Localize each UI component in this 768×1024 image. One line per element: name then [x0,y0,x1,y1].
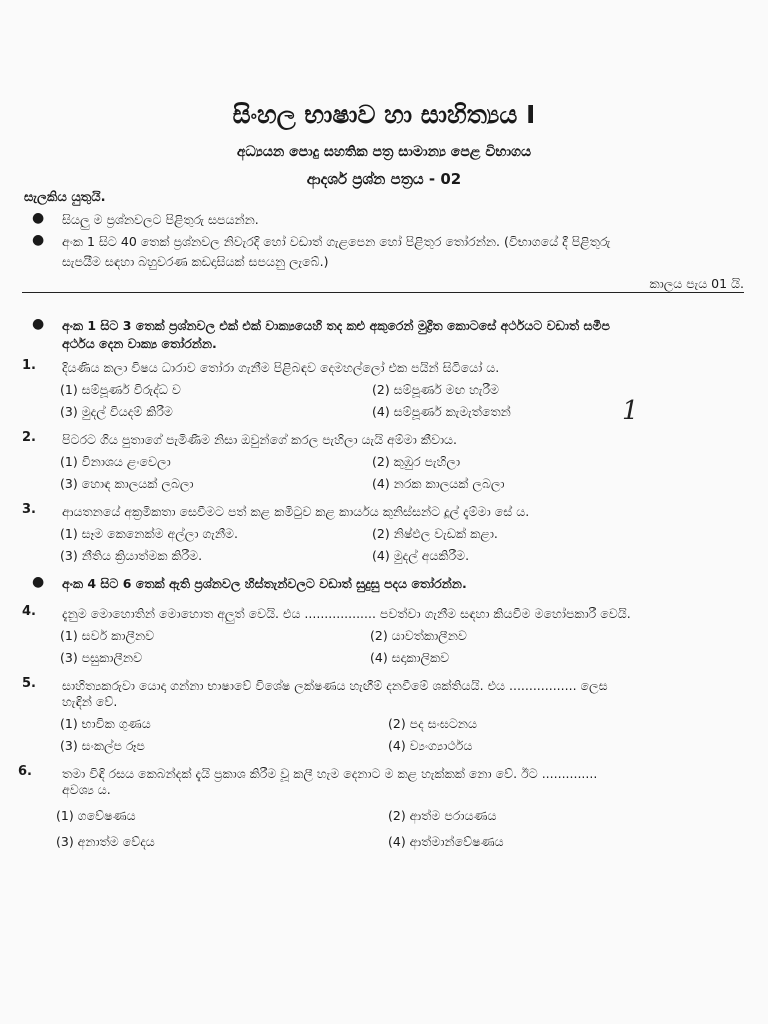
question-text: තමා විඳි රසය කෙබන්දක් දැයි ප්‍රකාශ කිරීම වූ කලී හැම දෙනාට ම කළ හැක්කක් නො වේ. ඊට .............. [62,766,598,781]
option: (1) භාවික ගුණය [60,716,151,731]
option: (2) කුඹුර පැහිලා [372,454,461,469]
option: (3) සංකල්ප රූප [60,738,145,753]
question-text: ආයතනයේ අක්‍රමිකතා සෙවීමට පත් කළ කමිටුව කළ කාර්යය කුනිස්සන්ට දූල් දැම්මා සේ ය. [62,504,530,519]
option: (2) සම්පූර්ණ මඟ හැරීම [372,382,500,397]
section-instruction: අංක 4 සිට 6 තෙක් ඇති ප්‍රශ්නවල හිස්තැන්වලට වඩාත් සුදුසු පදය තෝරන්න. [62,576,467,591]
bullet-icon: ● [32,232,45,248]
option: (2) පද සංඝටනය [388,716,477,731]
paper-name: ආදර්ශ ප්‍රශ්න පත්‍රය - 02 [306,170,462,188]
option: (3) නීතිය ක්‍රියාත්මක කිරීම. [60,548,203,563]
question-number: 1. [22,358,36,373]
question-text: දියණිය කලා විෂය ධාරාව තෝරා ගැනීම පිළිබඳව දෙමහල්ලෝ එක පයින් සිටියෝ ය. [62,360,500,375]
bullet-icon: ● [32,210,45,226]
section-instruction: අංක 1 සිට 3 තෙක් ප්‍රශ්නවල එක් එක් වාක්‍යයෙහි තද කළු අකුරෙන් මුද්‍රිත කොටසේ අර්ථයට වඩාත් සමීප [62,318,610,333]
question-number: 2. [22,430,36,445]
question-number: 3. [22,502,36,517]
option: (4) සදාකාලිකව [370,650,450,665]
option: (3) මුදල් වියදම් කිරීම [60,404,173,419]
question-number: 4. [22,604,36,619]
option: (4) ආත්මාන්වේෂණය [388,834,504,849]
option: (2) නිෂ්ඵල වැඩක් කළා. [372,526,498,541]
instruction-item: අංක 1 සිට 40 තෙක් ප්‍රශ්නවල නිවැරදි හෝ වඩාත් ගැළපෙන හෝ පිළිතුර තෝරන්න. (විභාගයේ දී පිළිතුරු [62,234,611,249]
instructions-heading: සැලකිය යුතුයි. [24,190,106,205]
exam-subtitle: අධ්‍යයන පොදු සහතික පත්‍ර සාමාන්‍ය පෙළ විභාගය [236,144,532,160]
option: (4) මුදල් අයකිරීම. [372,548,470,563]
option: (3) අනාත්ම වේදය [56,834,155,849]
bullet-icon: ● [32,574,45,590]
page-title: සිංහල භාෂාව හා සාහිත්‍යය I [232,100,536,129]
handwritten-answer-mark: 1 [622,396,639,426]
option: (4) නරක කාලයක් ලබලා [372,476,505,491]
question-text: දැනුම මොහොතින් මොහොත අලුත් වෙයි. එය .................. පවත්වා ගැනීම සඳහා කියවීම මහෝපකාරී වෙයි. [62,606,631,621]
question-text: සාහිත්‍යකරුවා යොදා ගන්නා භාෂාවේ විශේෂ ලක්ෂණය හැඟීම් දනවීමේ ශක්තියයි. එය ................. ලෙස [62,678,608,693]
option: (1) සෑම කෙනෙක්ම අල්ලා ගැනීම. [60,526,238,541]
option: (1) විනාශය ළංවෙලා [60,454,171,469]
section-instruction: අර්ථය දෙන වාක්‍ය තෝරන්න. [62,336,217,351]
option: (1) සර්ව කාලීනව [60,628,155,643]
instruction-item: සියලු ම ප්‍රශ්නවලට පිළිතුරු සපයන්න. [62,212,259,227]
option: (2) යාවත්කාලීනව [370,628,467,643]
question-text: පිටරට ගිය පුතාගේ පැමිණීම නිසා ඔවුන්ගේ කරල පැහිලා යැයි අම්මා කීවාය. [62,432,458,447]
question-text: හැඳින් වේ. [62,694,118,709]
divider [22,292,744,293]
option: (3) හොඳ කාලයක් ලබලා [60,476,194,491]
instruction-item: සැපයීම සඳහා බහුවරණ කඩදාසියක් සපයනු ලැබේ.) [62,254,329,269]
question-number: 5. [22,676,36,691]
question-text: අවශ්‍ය ය. [62,782,111,797]
bullet-icon: ● [32,316,45,332]
option: (2) ආත්ම පරායණය [388,808,497,823]
option: (3) පසුකාලීනව [60,650,143,665]
option: (4) ව්‍යංග්‍යාර්ථය [388,738,473,753]
time-allowed: කාලය පැය 01 යි. [649,276,744,291]
option: (4) සම්පූර්ණ කැමැත්තෙන් [372,404,511,419]
question-number: 6. [18,764,32,779]
option: (1) ගවේෂණය [56,808,136,823]
option: (1) සම්පූර්ණ විරුද්ධ ව [60,382,181,397]
